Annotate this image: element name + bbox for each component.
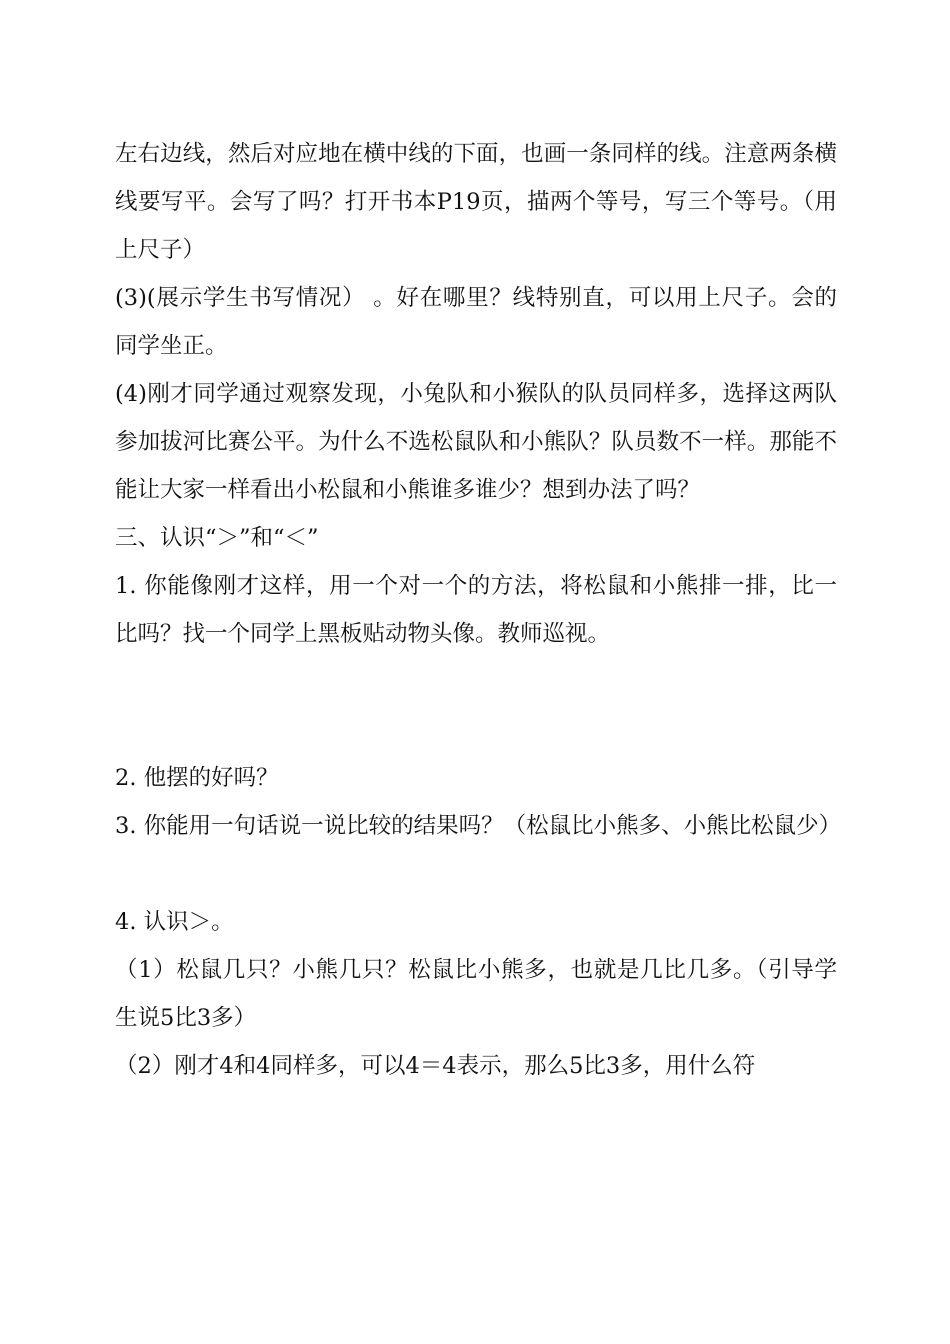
paragraph-show-writing: (3)(展示学生书写情况） 。好在哪里？线特别直，可以用上尺子。会的同学坐正。 [115,285,837,359]
paragraph-observation: (4)刚才同学通过观察发现，小兔队和小猴队的队员同样多，选择这两队参加拔河比赛公平。为什么不选松鼠队和小熊队？队员数不一样。那能不能让大家一样看出小松鼠和小熊谁多谁少？想到办法了吗？ [115,381,837,503]
paragraph-question-4-1: （1）松鼠几只？小熊几只？松鼠比小熊多，也就是几比几多。（引导学生说5比3多） [115,957,837,1031]
blank-space [115,658,837,754]
paragraph-question-2: 2. 他摆的好吗？ [115,765,279,791]
paragraph-equal-sign-writing: 左右边线，然后对应地在横中线的下面，也画一条同样的线。注意两条横线要写平。会写了吗？打开书本P19页，描两个等号，写三个等号。（用上尺子） [115,141,837,263]
document-body [115,130,842,1090]
blank-space [115,850,837,898]
paragraph-question-4: 4. 认识＞。 [115,909,234,935]
paragraph-question-4-2: （2）刚才4和4同样多，可以4＝4表示，那么5比3多，用什么符 [115,1053,756,1079]
section-heading-greater-less: 三、认识“＞”和“＜” [115,525,319,551]
paragraph-question-3: 3. 你能用一句话说一说比较的结果吗？（松鼠比小熊多、小熊比松鼠少） [115,813,842,839]
paragraph-question-1: 1. 你能像刚才这样，用一个对一个的方法，将松鼠和小熊排一排，比一比吗？找一个同学上黑板贴动物头像。教师巡视。 [115,573,837,647]
